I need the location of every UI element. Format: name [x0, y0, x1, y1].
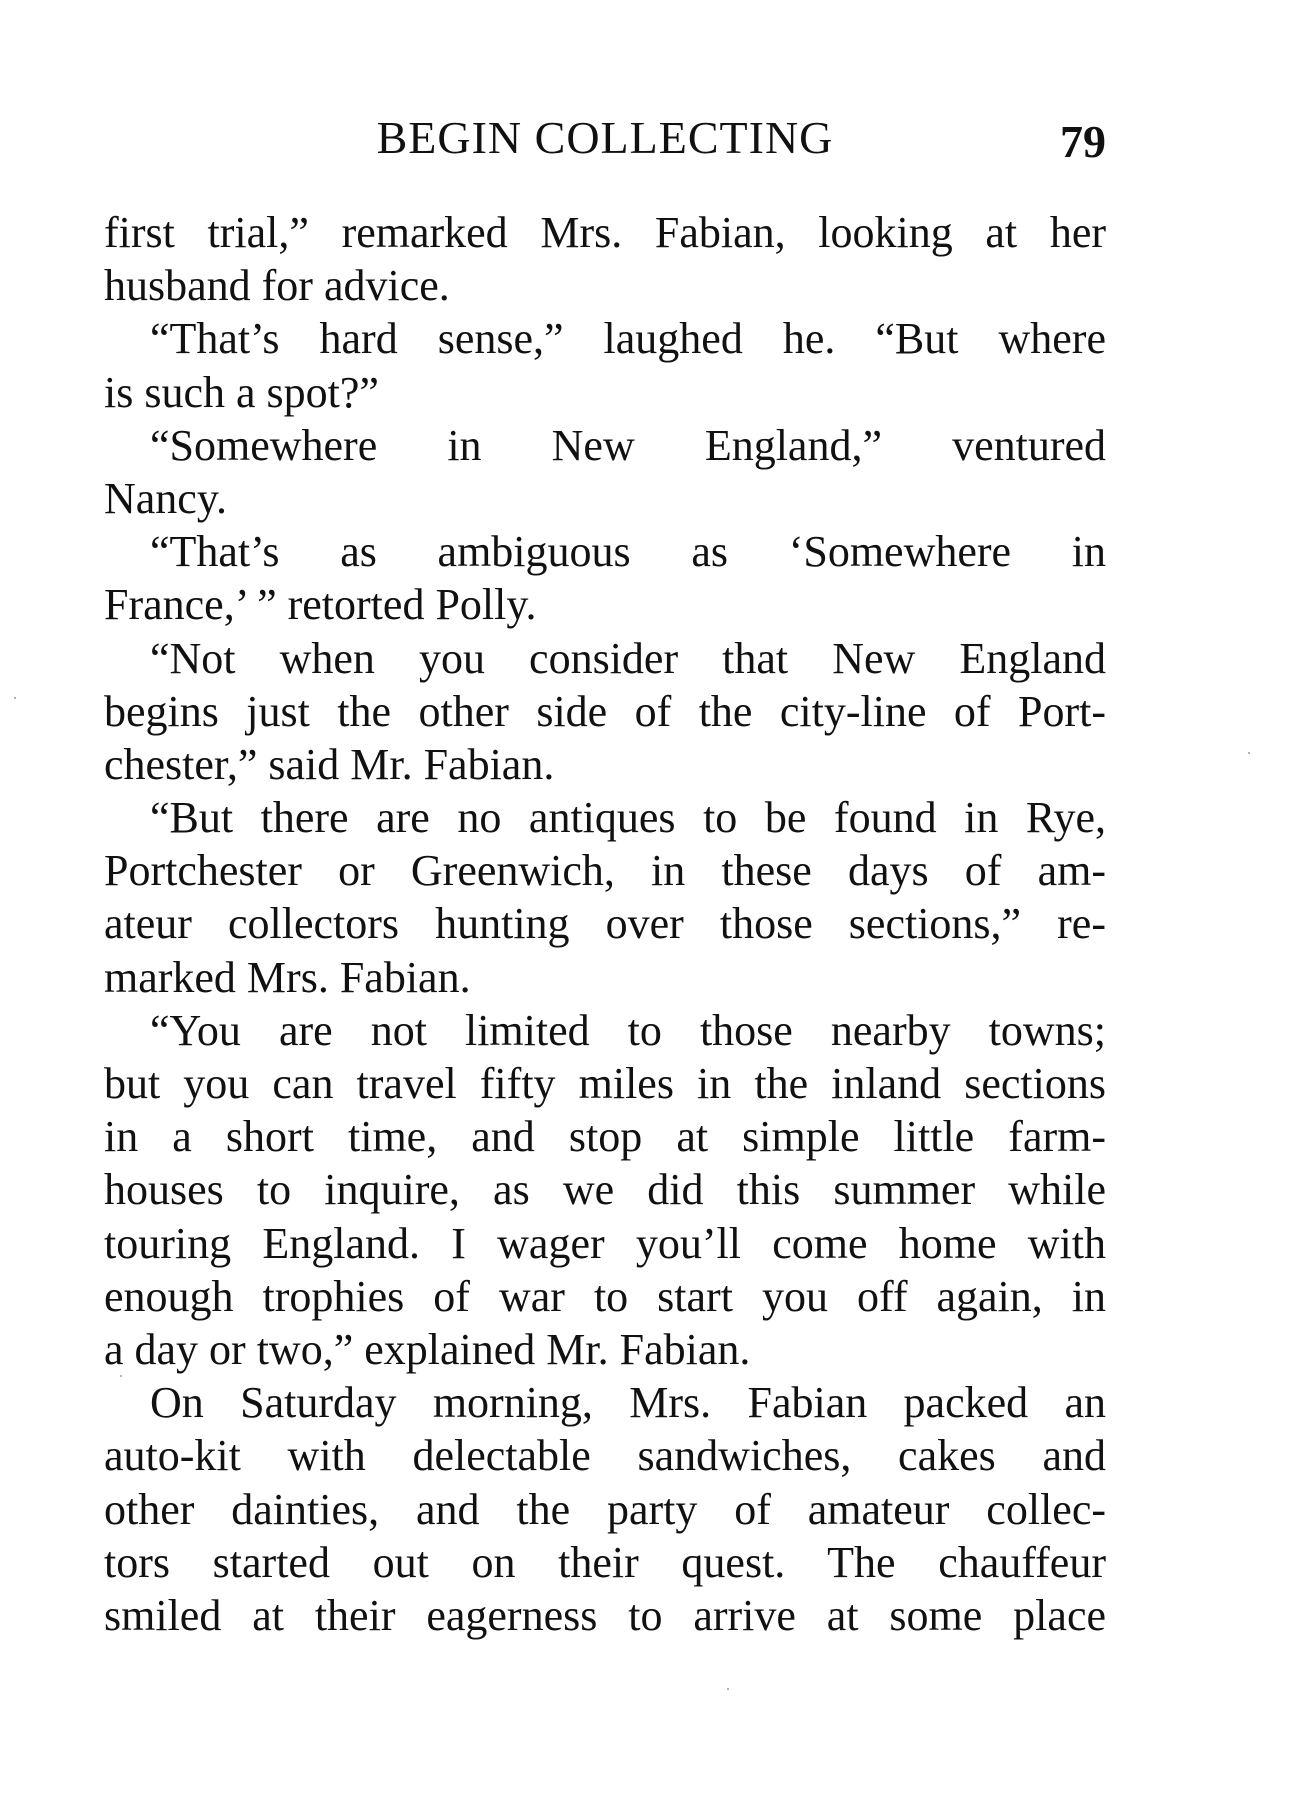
- text-line: France,’ ” retorted Polly.: [104, 580, 537, 630]
- text-line: “Not when you consider that New England: [150, 633, 1106, 683]
- text-line: On Saturday morning, Mrs. Fabian packed an: [150, 1378, 1106, 1428]
- running-head-title: BEGIN COLLECTING: [376, 112, 834, 163]
- text-line: Nancy.: [104, 473, 227, 523]
- text-line: “Somewhere in New England,” ventured: [150, 420, 1106, 470]
- print-speck: [14, 697, 16, 699]
- text-line: Portchester or Greenwich, in these days of am-: [104, 846, 1106, 896]
- text-line: “That’s hard sense,” laughed he. “But where: [150, 314, 1106, 364]
- body-text: [104, 206, 1106, 1642]
- text-line: husband for advice.: [104, 261, 450, 311]
- text-line: smiled at their eagerness to arrive at some place: [104, 1590, 1106, 1640]
- text-line: is such a spot?”: [104, 367, 379, 417]
- print-speck: [120, 1375, 122, 1377]
- text-line: “But there are no antiques to be found in Rye,: [150, 793, 1106, 843]
- text-line: first trial,” remarked Mrs. Fabian, looking at her: [104, 208, 1106, 257]
- text-line: ateur collectors hunting over those sections,” re-: [104, 899, 1106, 949]
- text-line: begins just the other side of the city-line of Port-: [104, 686, 1106, 736]
- text-line: chester,” said Mr. Fabian.: [104, 739, 555, 789]
- text-line: touring England. I wager you’ll come home with: [104, 1218, 1106, 1268]
- text-line: “You are not limited to those nearby towns;: [150, 1005, 1106, 1055]
- text-line: a day or two,” explained Mr. Fabian.: [104, 1324, 751, 1374]
- text-line: other dainties, and the party of amateur collec-: [104, 1484, 1106, 1534]
- text-line: enough trophies of war to start you off again, in: [104, 1271, 1106, 1321]
- text-line: tors started out on their quest. The chauffeur: [104, 1537, 1106, 1587]
- text-line: but you can travel fifty miles in the inland sections: [104, 1059, 1106, 1108]
- print-speck: [1248, 752, 1250, 754]
- print-speck: [727, 1688, 729, 1690]
- text-line: “That’s as ambiguous as ‘Somewhere in: [150, 527, 1106, 577]
- text-line: in a short time, and stop at simple little farm-: [104, 1112, 1106, 1162]
- text-line: houses to inquire, as we did this summer while: [104, 1165, 1106, 1215]
- page-number: 79: [1060, 116, 1106, 167]
- running-head: [104, 108, 1106, 168]
- text-line: marked Mrs. Fabian.: [104, 952, 471, 1002]
- text-line: auto-kit with delectable sandwiches, cakes and: [104, 1431, 1106, 1481]
